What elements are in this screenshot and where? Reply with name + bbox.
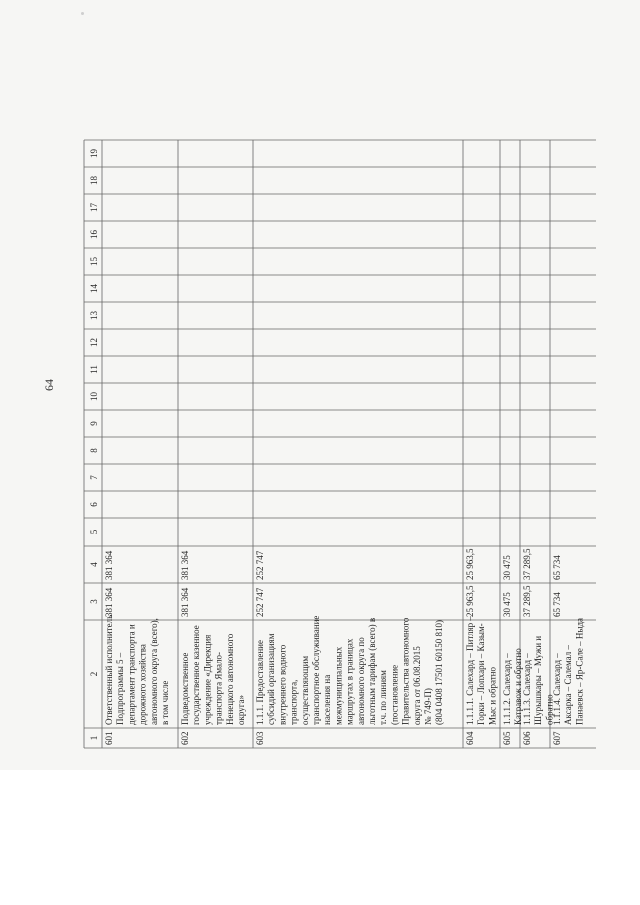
row-name-line: дорожного хозяйства [137,644,148,725]
column-header: 11 [89,365,99,374]
row-name-line: населения на [322,674,333,725]
row-name-line: округа» [236,695,246,725]
column-header: 16 [89,230,99,239]
table-row [522,548,554,745]
column-header: 13 [89,311,99,320]
row-name-line: транспортное обслуживание [311,615,321,725]
column-header: 10 [89,392,99,401]
total-value: 381 364 [104,587,114,617]
column-header: 19 [89,149,99,158]
row-name-line: 1.1.1.1. Салехард – Питляр – [465,616,475,725]
row-number: 601 [104,731,114,745]
total-value: 65 734 [552,592,562,617]
column-header: 5 [89,529,99,535]
column-header: 9 [89,421,99,426]
row-name-line: транспорта, [288,679,299,725]
year-value: 381 364 [104,550,114,580]
year-value: 252 747 [255,550,265,580]
table-row [255,550,444,745]
row-name-line: внутреннего водного [277,644,288,725]
year-value: 381 364 [180,550,190,580]
year-value: 37 289,5 [522,548,532,580]
row-name-line: (804 0408 17501 60150 810) [434,620,445,725]
row-name-line: Подведомственное [180,652,190,725]
table-row [465,548,497,745]
column-header: 12 [89,338,99,347]
row-name-line: (постановление [389,664,400,725]
page-number: 64 [42,379,56,391]
column-header: 18 [89,176,99,185]
total-value: 37 289,5 [522,585,532,617]
column-header: 15 [89,257,99,266]
row-name-line: Ненецкого автономного [224,633,235,725]
row-name-line: 1.1.1.3. Салехард – [522,653,532,725]
row-name-line: автономного округа (всего), [148,618,159,725]
row-name-line: № 749-П) [423,688,433,725]
row-name-line: автономного округа по [355,637,366,725]
row-name-line: Панаевск – Яр-Сале – Ныда [574,617,585,725]
row-name-line: Шурышкары – Мужи и [533,635,544,725]
row-number: 603 [255,731,265,745]
total-value: 25 963,5 [465,585,475,617]
row-name-line: Подпрограммы 5 – [115,652,126,725]
column-header: 4 [89,562,99,567]
row-name-line: департамент транспорта и [126,624,137,725]
row-name-line: транспорта Ямало- [213,651,224,725]
year-value: 25 963,5 [465,548,475,580]
row-name-line: маршрутах в границах [344,638,355,725]
total-value: 381 364 [180,587,190,617]
row-name-line: Мыс и обратно [487,667,498,725]
table-row [104,550,170,745]
row-name-line: 1.1.1.2. Салехард – [502,653,512,725]
total-value: 30 475 [502,592,512,617]
row-name-line: 1.1.1.4. Салехард – [552,653,562,725]
column-header: 3 [89,599,99,604]
year-value: 30 475 [502,555,512,580]
column-header: 14 [89,284,99,293]
row-name-line: Правительства автономного [400,617,411,725]
row-name-line: в том числе [160,680,170,725]
column-header: 1 [89,735,99,741]
row-number: 605 [502,731,512,745]
row-name-line: льготным тарифам (всего) в [367,617,377,725]
column-header: 6 [89,502,99,507]
year-value: 65 734 [552,555,562,580]
column-header: 8 [89,448,99,453]
column-header: 17 [89,203,99,212]
row-name-line: т.ч. по линиям [378,670,389,725]
row-name-line: Аксарка – Салемал – [563,645,574,725]
row-name-line: 1.1.1. Предоставление [255,640,265,725]
column-header: 7 [89,475,99,480]
row-number: 607 [552,731,562,745]
table-row [180,550,246,745]
total-value: 252 747 [255,587,265,617]
row-number: 606 [522,731,532,745]
row-name-line: учреждение «Дирекция [202,634,213,725]
row-name-line: округа от 06.08.2015 [411,646,422,725]
row-name-line: Ответственный исполнитель [104,614,114,725]
column-header: 2 [89,671,99,677]
row-name-line: обратно [544,694,555,725]
row-name-line: субсидий организациям [266,633,277,725]
row-name-line: межмуниципальных [333,646,344,725]
row-name-line: Горки – Лопхари – Казым- [476,623,487,725]
row-name-line: государственное казенное [191,625,202,725]
row-name-line: осуществляющим [299,655,310,725]
row-number: 604 [465,731,475,745]
row-number: 602 [180,731,190,745]
row-name-line: Катравож и обратно [513,648,524,725]
